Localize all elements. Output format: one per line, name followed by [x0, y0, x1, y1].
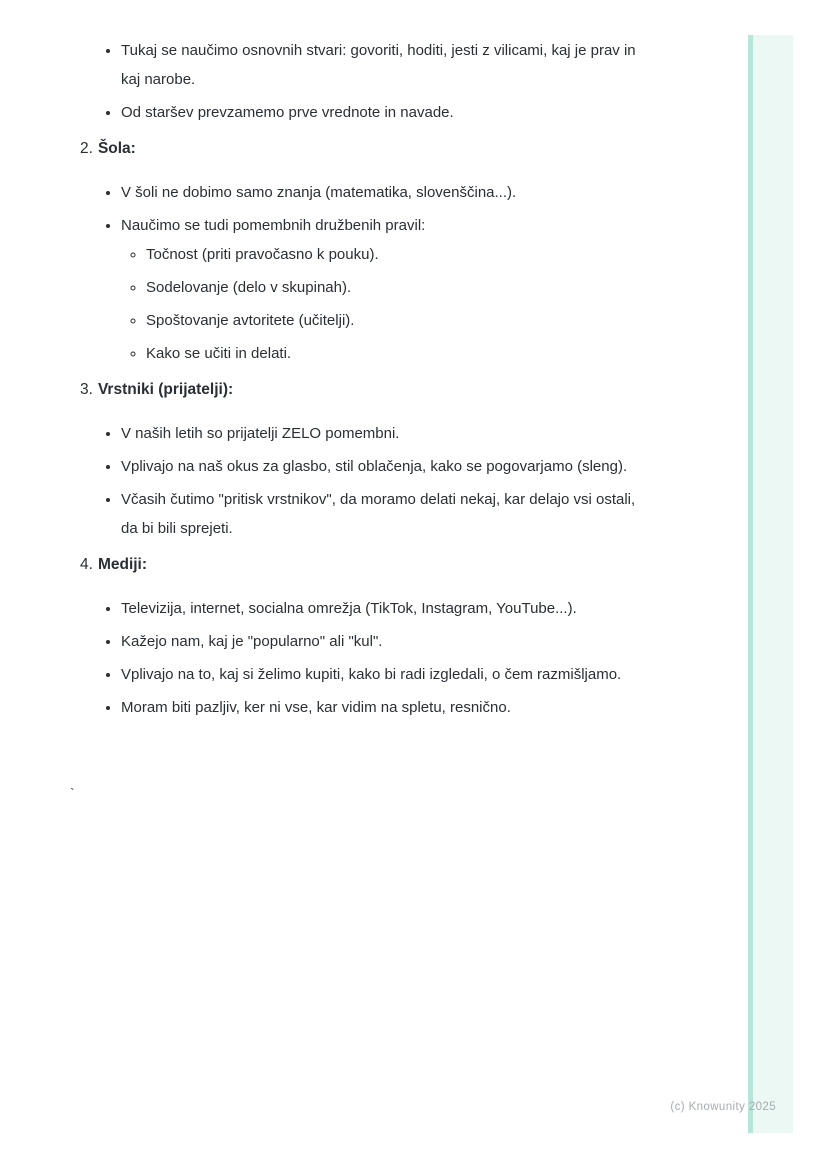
bullet-text: Televizija, internet, socialna omrežja (TikTok, Instagram, YouTube...). — [121, 600, 577, 617]
bullet-text: V šoli ne dobimo samo znanja (matematika, slovenščina...). — [121, 184, 517, 201]
bullet-text: Točnost (priti pravočasno k pouku). — [146, 246, 379, 263]
list-item — [121, 419, 656, 448]
list-item — [146, 339, 641, 368]
list-item — [121, 660, 656, 689]
bullet-text: Od staršev prevzamemo prve vrednote in navade. — [121, 104, 454, 121]
bullet-text: Naučimo se tudi pomembnih družbenih pravil: — [121, 217, 426, 234]
list-item — [146, 306, 641, 335]
bullet-text: Vplivajo na naš okus za glasbo, stil oblačenja, kako se pogovarjamo (sleng). — [121, 458, 628, 475]
list-item — [121, 452, 656, 481]
bullet-text: Tukaj se naučimo osnovnih stvari: govoriti, hoditi, jesti z vilicami, kaj je prav in kaj narobe. — [121, 42, 636, 88]
intro-bullet-list — [80, 36, 828, 127]
section-mediji-bullet-list — [80, 594, 828, 722]
bullet-text: Kako se učiti in delati. — [146, 345, 292, 362]
bullet-text: Včasih čutimo "pritisk vrstnikov", da moramo delati nekaj, kar delajo vsi ostali, da bi bili sprejeti. — [121, 491, 636, 537]
stray-backtick-mark: ` — [70, 785, 75, 801]
list-item — [121, 36, 656, 94]
section-title: Šola: — [97, 140, 136, 157]
section-title: Mediji: — [97, 556, 148, 573]
section-heading-vrstniki — [80, 375, 828, 404]
bullet-text: Spoštovanje avtoritete (učitelji). — [146, 312, 355, 329]
section-sola-bullet-list — [80, 178, 828, 368]
section-number: 4. — [80, 556, 93, 573]
section-heading-sola — [80, 134, 828, 163]
section-number: 2. — [80, 140, 93, 157]
bullet-text: Kažejo nam, kaj je "popularno" ali "kul". — [121, 633, 383, 650]
list-item — [121, 693, 656, 722]
list-item — [146, 240, 641, 269]
bullet-text: Vplivajo na to, kaj si želimo kupiti, kako bi radi izgledali, o čem razmišljamo. — [121, 666, 622, 683]
section-heading-mediji — [80, 550, 828, 579]
list-item — [121, 178, 656, 207]
list-item — [146, 273, 641, 302]
section-number: 3. — [80, 381, 93, 398]
bullet-text: Moram biti pazljiv, ker ni vse, kar vidim na spletu, resnično. — [121, 699, 511, 716]
list-item — [121, 211, 656, 368]
list-item — [121, 98, 656, 127]
copyright-text: (c) Knowunity 2025 — [670, 1101, 776, 1113]
bullet-text: V naših letih so prijatelji ZELO pomembni. — [121, 425, 400, 442]
sub-bullet-list — [121, 240, 656, 368]
bullet-text: Sodelovanje (delo v skupinah). — [146, 279, 352, 296]
list-item — [121, 627, 656, 656]
page-accent-stripe — [748, 35, 793, 1133]
section-vrstniki-bullet-list — [80, 419, 828, 543]
section-title: Vrstniki (prijatelji): — [97, 381, 234, 398]
list-item — [121, 594, 656, 623]
list-item — [121, 485, 656, 543]
